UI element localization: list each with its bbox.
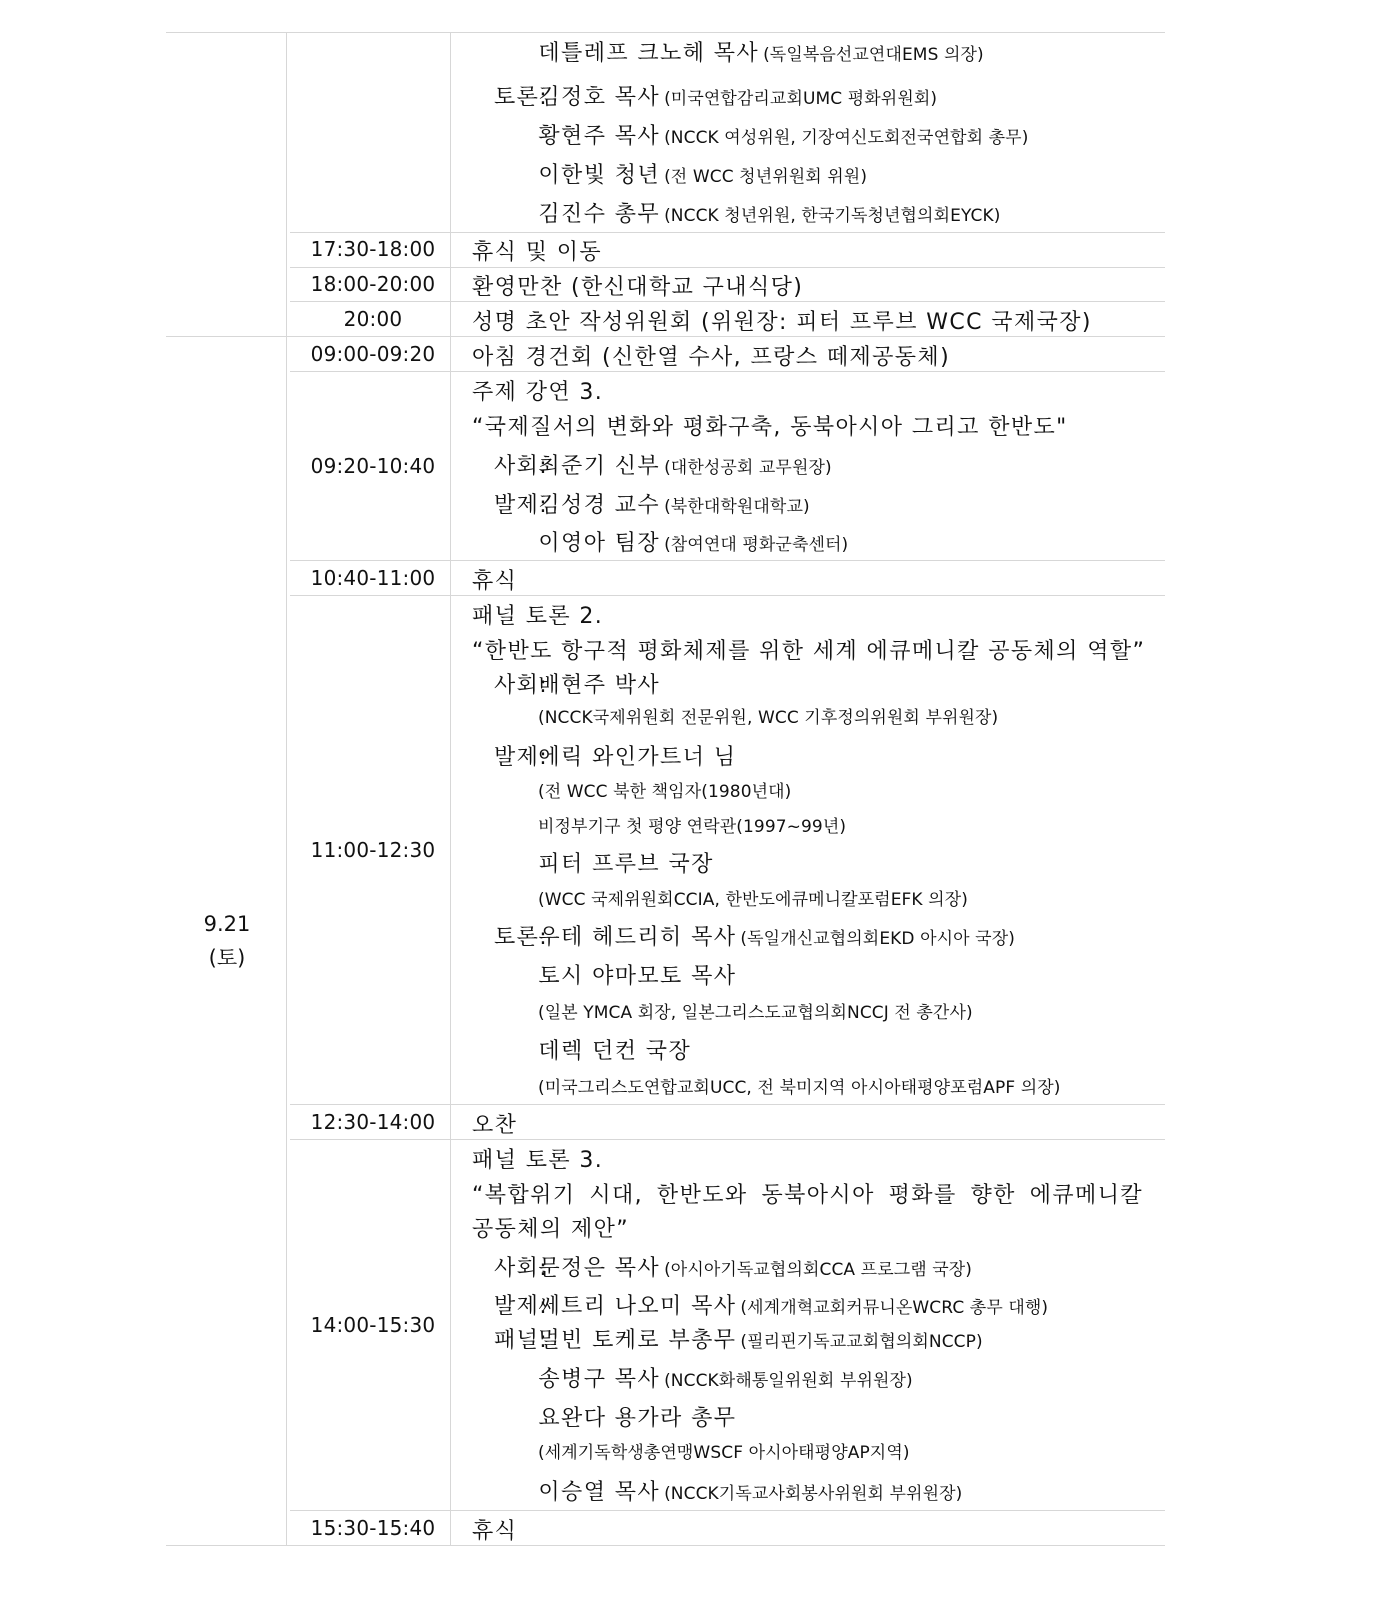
time-cell: 20:00 bbox=[343, 307, 403, 331]
event-cell: 휴식 및 이동 bbox=[472, 240, 603, 265]
event-title: “복합위기 시대, 한반도와 동북아시아 평화를 향한 에큐메니칼 bbox=[472, 1183, 1143, 1208]
event-cell: 휴식 bbox=[472, 1519, 518, 1544]
row-rule bbox=[290, 1104, 1165, 1105]
panel-line: 이승열 목사 (NCCK기독교사회봉사위원회 부위원장) bbox=[538, 1480, 963, 1505]
schedule-line: 이영아 팀장 (참여연대 평화군축센터) bbox=[538, 531, 849, 556]
schedule-line: 황현주 목사 (NCCK 여성위원, 기장여신도회전국연합회 총무) bbox=[538, 124, 1029, 149]
event-heading: 주제 강연 3. bbox=[472, 380, 604, 405]
schedule-line: 토론: 김정호 목사 (미국연합감리교회UMC 평화위원회) bbox=[494, 85, 938, 110]
time-cell: 09:20-10:40 bbox=[310, 454, 436, 478]
event-title: “국제질서의 변화와 평화구축, 동북아시아 그리고 한반도" bbox=[472, 415, 1068, 440]
panel-desc: (세계기독학생총연맹WSCF 아시아태평양AP지역) bbox=[538, 1443, 910, 1463]
event-heading: 패널 토론 3. bbox=[472, 1148, 604, 1173]
row-rule bbox=[290, 1510, 1165, 1511]
time-cell: 11:00-12:30 bbox=[310, 838, 436, 862]
discussant-desc: (일본 YMCA 회장, 일본그리스도교협의회NCCJ 전 총간사) bbox=[538, 1003, 973, 1023]
panel-line: 요완다 용가라 총무 bbox=[538, 1406, 737, 1431]
row-rule bbox=[290, 232, 1165, 233]
schedule-line: 발제: 김성경 교수 (북한대학원대학교) bbox=[494, 493, 810, 518]
event-cell: 환영만찬 (한신대학교 구내식당) bbox=[472, 275, 804, 300]
row-rule bbox=[290, 595, 1165, 596]
date-cell bbox=[166, 907, 288, 975]
row-rule bbox=[290, 560, 1165, 561]
time-cell: 18:00-20:00 bbox=[310, 272, 436, 296]
presenter-desc: (WCC 국제위원회CCIA, 한반도에큐메니칼포럼EFK 의장) bbox=[538, 890, 968, 910]
schedule-line: 김진수 총무 (NCCK 청년위원, 한국기독청년협의회EYCK) bbox=[538, 202, 1001, 227]
event-heading: 패널 토론 2. bbox=[472, 604, 604, 629]
event-cell: 성명 초안 작성위원회 (위원장: 피터 프루브 WCC 국제국장) bbox=[472, 310, 1092, 335]
event-title: 공동체의 제안” bbox=[472, 1217, 630, 1242]
schedule-line: 데틀레프 크노헤 목사 (독일복음선교연대EMS 의장) bbox=[538, 41, 984, 66]
table-top-rule bbox=[166, 32, 1165, 33]
row-rule bbox=[290, 371, 1165, 372]
panel-line: 패널: 멀빈 토케로 부총무 (필리핀기독교교회협의회NCCP) bbox=[494, 1328, 983, 1353]
time-cell: 14:00-15:30 bbox=[310, 1313, 436, 1337]
moderator-line: 사회: 문정은 목사 (아시아기독교협의회CCA 프로그램 국장) bbox=[494, 1256, 973, 1281]
presenter-desc: (전 WCC 북한 책임자(1980년대) bbox=[538, 782, 792, 802]
presenter-line: 발제: 쎄트리 나오미 목사 (세계개혁교회커뮤니온WCRC 총무 대행) bbox=[494, 1294, 1049, 1319]
date-day: 9.21 bbox=[203, 912, 251, 936]
time-cell: 10:40-11:00 bbox=[310, 566, 436, 590]
panel-line: 송병구 목사 (NCCK화해통일위원회 부위원장) bbox=[538, 1367, 913, 1392]
day-rule bbox=[166, 336, 1165, 337]
discussant-line: 토론: 우테 헤드리히 목사 (독일개신교협의회EKD 아시아 국장) bbox=[494, 925, 1015, 950]
presenter-line: 피터 프루브 국장 bbox=[538, 852, 714, 877]
time-cell: 17:30-18:00 bbox=[310, 237, 436, 261]
presenter-line: 발제: 에릭 와인가트너 님 bbox=[494, 745, 737, 770]
discussant-line: 데렉 던컨 국장 bbox=[538, 1039, 692, 1064]
date-weekday: (토) bbox=[208, 946, 246, 970]
column-rule-date bbox=[286, 32, 287, 1546]
presenter-desc: 비정부기구 첫 평양 연락관(1997~99년) bbox=[538, 817, 847, 837]
event-title: “한반도 항구적 평화체제를 위한 세계 에큐메니칼 공동체의 역할” bbox=[472, 639, 1146, 664]
discussant-line: 토시 야마모토 목사 bbox=[538, 964, 737, 989]
time-cell: 12:30-14:00 bbox=[310, 1110, 436, 1134]
row-rule bbox=[290, 301, 1165, 302]
event-cell: 휴식 bbox=[472, 569, 518, 594]
row-rule bbox=[290, 1139, 1165, 1140]
schedule-line: 사회: 최준기 신부 (대한성공회 교무원장) bbox=[494, 454, 832, 479]
event-cell: 오찬 bbox=[472, 1113, 518, 1138]
moderator-line: 사회: 배현주 박사 bbox=[494, 673, 661, 698]
schedule-table bbox=[166, 32, 1165, 1580]
event-cell: 아침 경건회 (신한열 수사, 프랑스 떼제공동체) bbox=[472, 345, 951, 370]
schedule-line: 이한빛 청년 (전 WCC 청년위원회 위원) bbox=[538, 163, 868, 188]
discussant-desc: (미국그리스도연합교회UCC, 전 북미지역 아시아태평양포럼APF 의장) bbox=[538, 1078, 1061, 1098]
time-cell: 09:00-09:20 bbox=[310, 342, 436, 366]
moderator-desc: (NCCK국제위원회 전문위원, WCC 기후정의위원회 부위원장) bbox=[538, 708, 999, 728]
row-rule bbox=[290, 267, 1165, 268]
table-bottom-rule bbox=[166, 1545, 1165, 1546]
time-cell: 15:30-15:40 bbox=[310, 1516, 436, 1540]
